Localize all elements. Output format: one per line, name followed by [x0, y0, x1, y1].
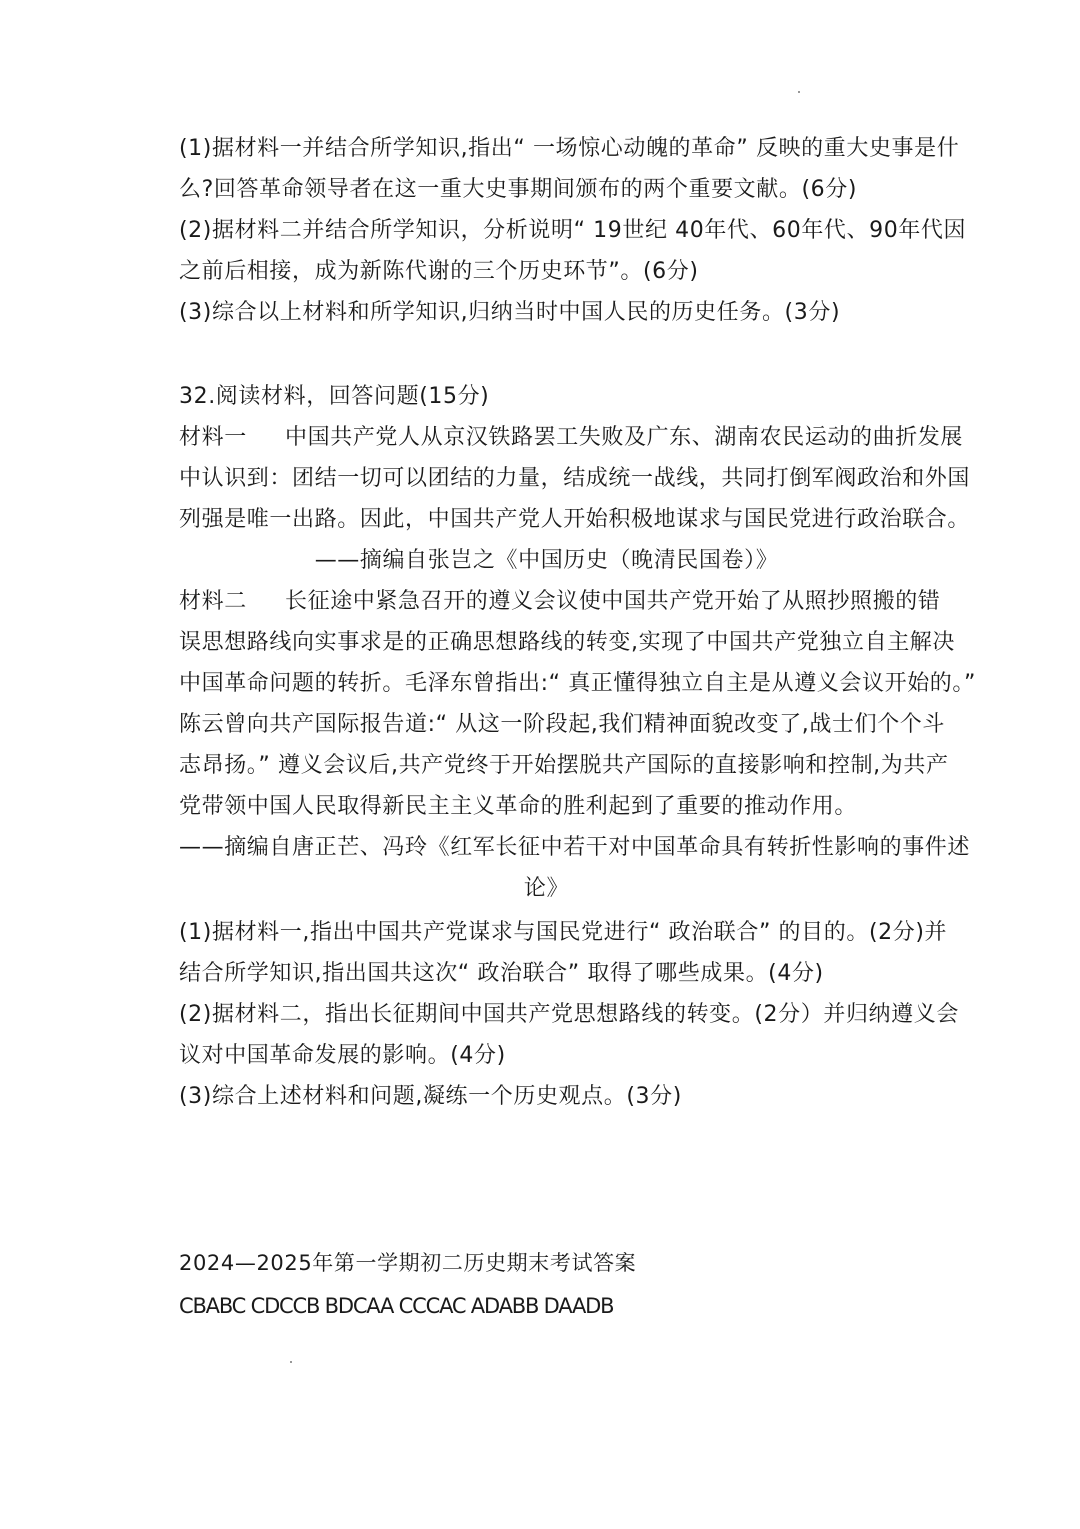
- q31-sub2-line2: 之前后相接，成为新陈代谢的三个历史环节”。(6分): [179, 259, 699, 284]
- q32-material2-line6: 党带领中国人民取得新民主主义革命的胜利起到了重要的推动作用。: [179, 794, 858, 819]
- answers-key: CBABC CDCCB BDCAA CCCAC ADABB DAADB: [179, 1294, 614, 1318]
- material1-text: 中国共产党人从京汉铁路罢工失败及广东、湖南农民运动的曲折发展: [285, 425, 964, 450]
- q31-sub3-line1: (3)综合以上材料和所学知识,归纳当时中国人民的历史任务。(3分): [179, 300, 841, 325]
- q32-sub2-line2: 议对中国革命发展的影响。(4分): [179, 1043, 506, 1068]
- q32-material2-line4: 陈云曾向共产国际报告道:“ 从这一阶段起,我们精神面貌改变了,战士们个个斗: [179, 712, 945, 737]
- q32-material2-line2: 误思想路线向实事求是的正确思想路线的转变,实现了中国共产党独立自主解决: [179, 630, 955, 655]
- q32-material2-source-line1: ——摘编自唐正芒、冯玲《红军长征中若干对中国革命具有转折性影响的事件述: [179, 835, 971, 860]
- material2-text: 长征途中紧急召开的遵义会议使中国共产党开始了从照抄照搬的错: [285, 589, 941, 614]
- material1-label: 材料一: [179, 425, 247, 450]
- q32-sub1-line1: (1)据材料一,指出中国共产党谋求与国民党进行“ 政治联合” 的目的。(2分)并: [179, 920, 948, 945]
- q32-material2-source-line2: 论》: [523, 876, 570, 901]
- material2-label: 材料二: [179, 589, 247, 614]
- q32-heading: 32.阅读材料，回答问题(15分): [179, 384, 490, 409]
- q32-material1-line1: [179, 423, 964, 453]
- q31-sub2-line1: (2)据材料二并结合所学知识，分析说明“ 19世纪 40年代、60年代、90年代因: [179, 218, 967, 243]
- q32-sub3-line1: (3)综合上述材料和问题,凝练一个历史观点。(3分): [179, 1084, 682, 1109]
- q31-sub1-line1: (1)据材料一并结合所学知识,指出“ 一场惊心动魄的革命” 反映的重大史事是什: [179, 136, 960, 161]
- q32-sub2-line1: (2)据材料二，指出长征期间中国共产党思想路线的转变。(2分）并归纳遵义会: [179, 1002, 959, 1027]
- answers-title: 2024—2025年第一学期初二历史期末考试答案: [179, 1251, 637, 1275]
- q32-material2-line5: 志昂扬。” 遵义会议后,共产党终于开始摆脱共产国际的直接影响和控制,为共产: [179, 753, 949, 778]
- scan-speck: [290, 1361, 292, 1363]
- q32-material1-line3: 列强是唯一出路。因此，中国共产党人开始积极地谋求与国民党进行政治联合。: [179, 507, 971, 532]
- q32-material1-source: ——摘编自张岂之《中国历史（晚清民国卷）》: [314, 548, 779, 573]
- scan-speck: [798, 91, 800, 93]
- q32-sub1-line2: 结合所学知识,指出国共这次“ 政治联合” 取得了哪些成果。(4分): [179, 961, 824, 986]
- q32-material2-line1: [179, 587, 941, 617]
- q32-material2-line3: 中国革命问题的转折。毛泽东曾指出:“ 真正懂得独立自主是从遵义会议开始的。”: [179, 671, 977, 696]
- q31-sub1-line2: 么?回答革命领导者在这一重大史事期间颁布的两个重要文献。(6分): [179, 177, 858, 202]
- q32-material1-line2: 中认识到：团结一切可以团结的力量，结成统一战线，共同打倒军阀政治和外国: [179, 466, 971, 491]
